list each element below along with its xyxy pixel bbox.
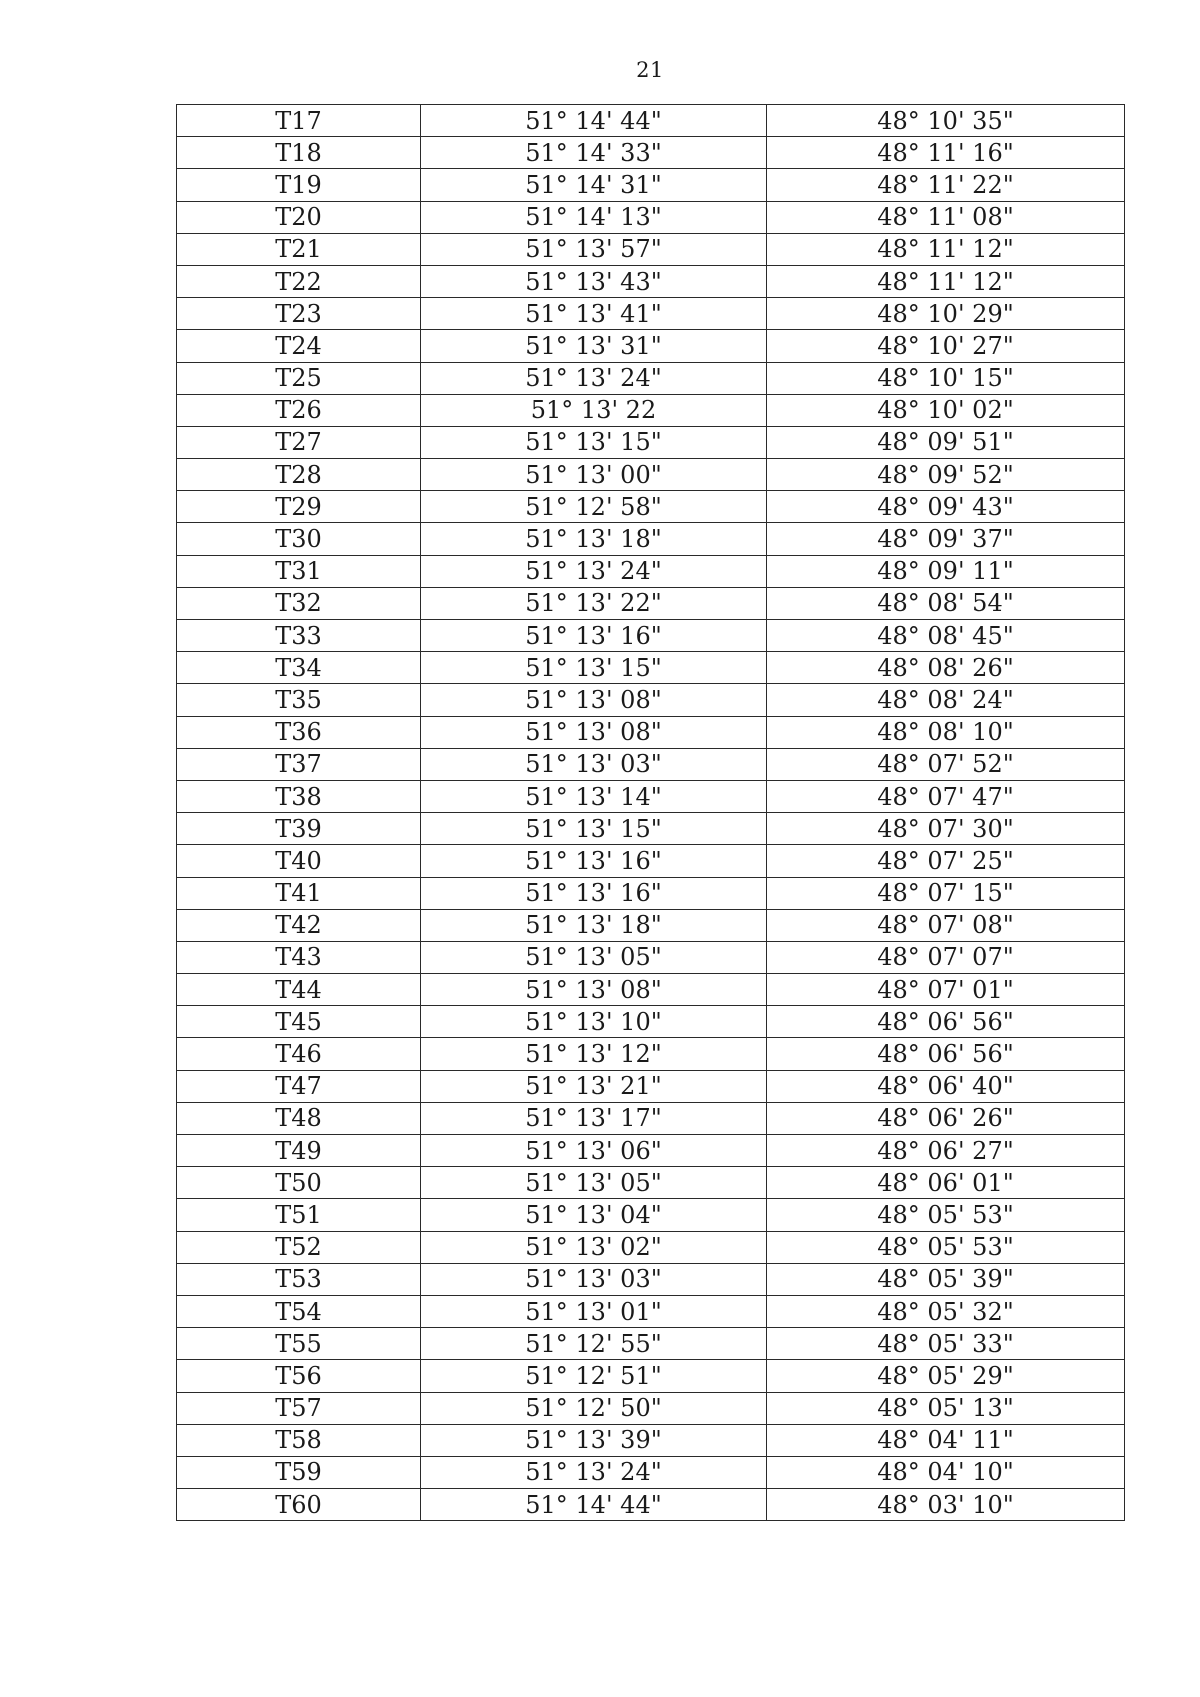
longitude-cell: 48° 10' 29" — [767, 298, 1125, 330]
longitude-cell: 48° 11' 12" — [767, 233, 1125, 265]
table-row — [177, 1006, 1125, 1038]
latitude-cell: 51° 13' 17" — [421, 1102, 767, 1134]
table-row — [177, 1135, 1125, 1167]
longitude-cell: 48° 07' 47" — [767, 780, 1125, 812]
latitude-cell: 51° 13' 15" — [421, 426, 767, 458]
longitude-cell: 48° 05' 32" — [767, 1295, 1125, 1327]
point-id-cell: T45 — [177, 1006, 421, 1038]
point-id-cell: T59 — [177, 1456, 421, 1488]
table-row — [177, 1231, 1125, 1263]
table-row — [177, 491, 1125, 523]
longitude-cell: 48° 04' 11" — [767, 1424, 1125, 1456]
point-id-cell: T24 — [177, 330, 421, 362]
longitude-cell: 48° 08' 26" — [767, 652, 1125, 684]
longitude-cell: 48° 10' 15" — [767, 362, 1125, 394]
latitude-cell: 51° 12' 58" — [421, 491, 767, 523]
table-row — [177, 362, 1125, 394]
point-id-cell: T37 — [177, 748, 421, 780]
longitude-cell: 48° 07' 52" — [767, 748, 1125, 780]
point-id-cell: T34 — [177, 652, 421, 684]
longitude-cell: 48° 08' 24" — [767, 684, 1125, 716]
point-id-cell: T35 — [177, 684, 421, 716]
latitude-cell: 51° 13' 43" — [421, 265, 767, 297]
table-row — [177, 1424, 1125, 1456]
point-id-cell: T27 — [177, 426, 421, 458]
latitude-cell: 51° 13' 08" — [421, 974, 767, 1006]
point-id-cell: T43 — [177, 941, 421, 973]
latitude-cell: 51° 12' 55" — [421, 1328, 767, 1360]
longitude-cell: 48° 07' 07" — [767, 941, 1125, 973]
longitude-cell: 48° 08' 10" — [767, 716, 1125, 748]
point-id-cell: T29 — [177, 491, 421, 523]
point-id-cell: T33 — [177, 620, 421, 652]
longitude-cell: 48° 07' 08" — [767, 909, 1125, 941]
longitude-cell: 48° 05' 13" — [767, 1392, 1125, 1424]
latitude-cell: 51° 13' 03" — [421, 748, 767, 780]
table-row — [177, 523, 1125, 555]
latitude-cell: 51° 13' 24" — [421, 362, 767, 394]
table-row — [177, 652, 1125, 684]
latitude-cell: 51° 12' 50" — [421, 1392, 767, 1424]
latitude-cell: 51° 13' 16" — [421, 845, 767, 877]
latitude-cell: 51° 13' 08" — [421, 684, 767, 716]
table-row — [177, 1328, 1125, 1360]
table-row — [177, 813, 1125, 845]
latitude-cell: 51° 14' 44" — [421, 105, 767, 137]
point-id-cell: T39 — [177, 813, 421, 845]
longitude-cell: 48° 06' 40" — [767, 1070, 1125, 1102]
longitude-cell: 48° 06' 26" — [767, 1102, 1125, 1134]
point-id-cell: T57 — [177, 1392, 421, 1424]
longitude-cell: 48° 05' 29" — [767, 1360, 1125, 1392]
longitude-cell: 48° 08' 54" — [767, 587, 1125, 619]
table-row — [177, 1038, 1125, 1070]
table-row — [177, 877, 1125, 909]
table-row — [177, 1167, 1125, 1199]
latitude-cell: 51° 13' 05" — [421, 1167, 767, 1199]
latitude-cell: 51° 13' 22" — [421, 587, 767, 619]
longitude-cell: 48° 09' 51" — [767, 426, 1125, 458]
latitude-cell: 51° 13' 24" — [421, 555, 767, 587]
coordinates-table-body — [177, 105, 1125, 1521]
longitude-cell: 48° 08' 45" — [767, 620, 1125, 652]
longitude-cell: 48° 11' 12" — [767, 265, 1125, 297]
longitude-cell: 48° 06' 01" — [767, 1167, 1125, 1199]
table-row — [177, 1199, 1125, 1231]
latitude-cell: 51° 14' 13" — [421, 201, 767, 233]
latitude-cell: 51° 14' 33" — [421, 137, 767, 169]
longitude-cell: 48° 05' 53" — [767, 1199, 1125, 1231]
point-id-cell: T30 — [177, 523, 421, 555]
point-id-cell: T55 — [177, 1328, 421, 1360]
longitude-cell: 48° 07' 30" — [767, 813, 1125, 845]
table-row — [177, 265, 1125, 297]
table-row — [177, 620, 1125, 652]
point-id-cell: T51 — [177, 1199, 421, 1231]
table-row — [177, 941, 1125, 973]
longitude-cell: 48° 05' 53" — [767, 1231, 1125, 1263]
table-row — [177, 394, 1125, 426]
latitude-cell: 51° 13' 39" — [421, 1424, 767, 1456]
longitude-cell: 48° 05' 39" — [767, 1263, 1125, 1295]
table-row — [177, 974, 1125, 1006]
point-id-cell: T49 — [177, 1135, 421, 1167]
table-row — [177, 1489, 1125, 1521]
longitude-cell: 48° 09' 43" — [767, 491, 1125, 523]
table-row — [177, 1456, 1125, 1488]
point-id-cell: T42 — [177, 909, 421, 941]
point-id-cell: T54 — [177, 1295, 421, 1327]
latitude-cell: 51° 14' 44" — [421, 1489, 767, 1521]
longitude-cell: 48° 04' 10" — [767, 1456, 1125, 1488]
point-id-cell: T21 — [177, 233, 421, 265]
longitude-cell: 48° 11' 22" — [767, 169, 1125, 201]
latitude-cell: 51° 13' 15" — [421, 813, 767, 845]
point-id-cell: T19 — [177, 169, 421, 201]
point-id-cell: T50 — [177, 1167, 421, 1199]
latitude-cell: 51° 13' 03" — [421, 1263, 767, 1295]
latitude-cell: 51° 13' 16" — [421, 620, 767, 652]
table-row — [177, 459, 1125, 491]
table-row — [177, 330, 1125, 362]
table-row — [177, 909, 1125, 941]
point-id-cell: T41 — [177, 877, 421, 909]
point-id-cell: T20 — [177, 201, 421, 233]
point-id-cell: T40 — [177, 845, 421, 877]
table-row — [177, 748, 1125, 780]
latitude-cell: 51° 13' 31" — [421, 330, 767, 362]
page-number: 21 — [636, 58, 664, 82]
latitude-cell: 51° 13' 02" — [421, 1231, 767, 1263]
table-row — [177, 1102, 1125, 1134]
table-row — [177, 684, 1125, 716]
point-id-cell: T53 — [177, 1263, 421, 1295]
table-row — [177, 1263, 1125, 1295]
table-row — [177, 1070, 1125, 1102]
point-id-cell: T44 — [177, 974, 421, 1006]
latitude-cell: 51° 13' 41" — [421, 298, 767, 330]
point-id-cell: T47 — [177, 1070, 421, 1102]
coordinates-table — [176, 104, 1125, 1521]
longitude-cell: 48° 09' 11" — [767, 555, 1125, 587]
longitude-cell: 48° 07' 15" — [767, 877, 1125, 909]
table-row — [177, 716, 1125, 748]
table-row — [177, 105, 1125, 137]
longitude-cell: 48° 10' 02" — [767, 394, 1125, 426]
point-id-cell: T48 — [177, 1102, 421, 1134]
table-row — [177, 1295, 1125, 1327]
table-row — [177, 845, 1125, 877]
latitude-cell: 51° 12' 51" — [421, 1360, 767, 1392]
latitude-cell: 51° 13' 24" — [421, 1456, 767, 1488]
latitude-cell: 51° 13' 10" — [421, 1006, 767, 1038]
latitude-cell: 51° 13' 16" — [421, 877, 767, 909]
latitude-cell: 51° 13' 06" — [421, 1135, 767, 1167]
table-row — [177, 780, 1125, 812]
latitude-cell: 51° 13' 57" — [421, 233, 767, 265]
longitude-cell: 48° 07' 01" — [767, 974, 1125, 1006]
latitude-cell: 51° 13' 05" — [421, 941, 767, 973]
point-id-cell: T17 — [177, 105, 421, 137]
latitude-cell: 51° 14' 31" — [421, 169, 767, 201]
point-id-cell: T46 — [177, 1038, 421, 1070]
point-id-cell: T58 — [177, 1424, 421, 1456]
latitude-cell: 51° 13' 00" — [421, 459, 767, 491]
table-row — [177, 233, 1125, 265]
longitude-cell: 48° 10' 35" — [767, 105, 1125, 137]
table-row — [177, 298, 1125, 330]
latitude-cell: 51° 13' 22 — [421, 394, 767, 426]
latitude-cell: 51° 13' 14" — [421, 780, 767, 812]
latitude-cell: 51° 13' 18" — [421, 909, 767, 941]
point-id-cell: T28 — [177, 459, 421, 491]
table-row — [177, 137, 1125, 169]
table-row — [177, 201, 1125, 233]
table-row — [177, 169, 1125, 201]
point-id-cell: T52 — [177, 1231, 421, 1263]
longitude-cell: 48° 06' 56" — [767, 1038, 1125, 1070]
point-id-cell: T25 — [177, 362, 421, 394]
table-row — [177, 587, 1125, 619]
point-id-cell: T26 — [177, 394, 421, 426]
table-row — [177, 1392, 1125, 1424]
longitude-cell: 48° 05' 33" — [767, 1328, 1125, 1360]
table-row — [177, 426, 1125, 458]
longitude-cell: 48° 09' 37" — [767, 523, 1125, 555]
latitude-cell: 51° 13' 08" — [421, 716, 767, 748]
point-id-cell: T22 — [177, 265, 421, 297]
longitude-cell: 48° 07' 25" — [767, 845, 1125, 877]
point-id-cell: T36 — [177, 716, 421, 748]
point-id-cell: T56 — [177, 1360, 421, 1392]
point-id-cell: T23 — [177, 298, 421, 330]
point-id-cell: T38 — [177, 780, 421, 812]
table-row — [177, 555, 1125, 587]
point-id-cell: T31 — [177, 555, 421, 587]
longitude-cell: 48° 11' 16" — [767, 137, 1125, 169]
latitude-cell: 51° 13' 18" — [421, 523, 767, 555]
latitude-cell: 51° 13' 04" — [421, 1199, 767, 1231]
point-id-cell: T60 — [177, 1489, 421, 1521]
point-id-cell: T18 — [177, 137, 421, 169]
longitude-cell: 48° 09' 52" — [767, 459, 1125, 491]
longitude-cell: 48° 11' 08" — [767, 201, 1125, 233]
latitude-cell: 51° 13' 15" — [421, 652, 767, 684]
longitude-cell: 48° 10' 27" — [767, 330, 1125, 362]
latitude-cell: 51° 13' 01" — [421, 1295, 767, 1327]
latitude-cell: 51° 13' 12" — [421, 1038, 767, 1070]
longitude-cell: 48° 06' 27" — [767, 1135, 1125, 1167]
table-row — [177, 1360, 1125, 1392]
latitude-cell: 51° 13' 21" — [421, 1070, 767, 1102]
longitude-cell: 48° 03' 10" — [767, 1489, 1125, 1521]
longitude-cell: 48° 06' 56" — [767, 1006, 1125, 1038]
point-id-cell: T32 — [177, 587, 421, 619]
